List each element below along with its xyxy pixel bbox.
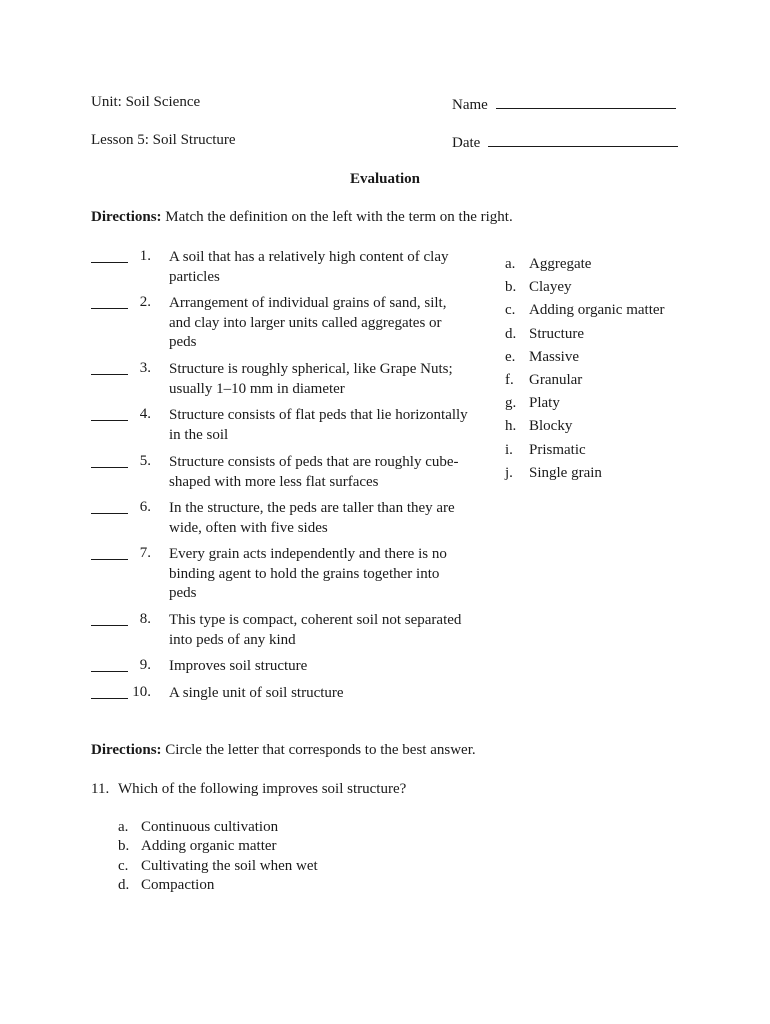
question-11-text: Which of the following improves soil structure? [118,781,407,797]
term-label: Single grain [529,464,602,481]
answer-blank[interactable] [91,294,128,309]
answer-blank[interactable] [91,499,128,514]
question-text: Structure is roughly spherical, like Grape Nuts; usually 1–10 mm in diameter [169,361,453,397]
term-letter: i. [505,441,513,458]
term-letter: b. [505,279,517,296]
question-number: 7. [139,545,151,561]
question-number: 3. [139,360,151,376]
term-label: Granular [529,372,583,388]
answer-blank[interactable] [91,611,128,626]
option-label: Adding organic matter [141,838,277,855]
term-label: Adding organic matter [529,302,665,319]
term-letter: f. [505,372,514,388]
question-11-number: 11. [91,781,110,797]
date-label: Date [452,135,481,151]
directions-label: Directions: [91,209,162,225]
question-number: 2. [139,294,151,310]
term-letter: a. [505,256,516,272]
question-number: 6. [139,499,151,515]
question-text: Arrangement of individual grains of sand, silt, and clay into larger units called aggregates or peds [169,295,447,350]
date-blank[interactable] [488,132,678,147]
directions-multiple-choice [91,742,476,759]
question-text: Structure consists of peds that are roughly cube-shaped with more less flat surfaces [169,454,459,490]
question-text: A single unit of soil structure [169,685,344,701]
answer-blank[interactable] [91,360,128,375]
term-letter: c. [505,302,516,319]
term-letter: j. [505,464,513,481]
term-label: Blocky [529,418,573,435]
question-text: A soil that has a relatively high content of clay particles [169,249,449,285]
directions-text: Match the definition on the left with the term on the right. [161,209,513,225]
question-number: 1. [139,248,151,264]
directions-text: Circle the letter that corresponds to the best answer. [161,742,476,758]
term-label: Clayey [529,279,572,296]
question-number: 5. [139,453,151,469]
name-blank[interactable] [496,94,676,109]
answer-blank[interactable] [91,657,128,672]
answer-blank[interactable] [91,406,128,421]
term-letter: d. [505,325,517,342]
question-text: In the structure, the peds are taller than they are wide, often with five sides [169,500,455,536]
term-letter: g. [505,395,517,412]
term-label: Structure [529,325,584,342]
name-field[interactable] [452,94,676,114]
term-label: Massive [529,348,579,365]
option-letter[interactable]: b. [118,838,130,855]
date-field[interactable] [452,132,678,152]
option-label: Continuous cultivation [141,819,279,835]
directions-label: Directions: [91,742,162,758]
lesson-label: Lesson 5: Soil Structure [91,132,236,148]
unit-label: Unit: Soil Science [91,94,201,110]
option-label: Compaction [141,876,215,893]
question-text: Structure consists of flat peds that lie horizontally in the soil [169,407,468,443]
directions-matching [91,209,513,226]
option-letter[interactable]: a. [118,819,129,835]
option-letter[interactable]: c. [118,857,129,874]
term-label: Aggregate [529,256,592,272]
term-letter: h. [505,418,517,435]
answer-blank[interactable] [91,545,128,560]
question-number: 8. [139,611,151,627]
answer-blank[interactable] [91,684,128,699]
term-label: Prismatic [529,441,586,458]
option-letter[interactable]: d. [118,876,130,893]
option-label: Cultivating the soil when wet [141,857,318,874]
name-label: Name [452,97,488,113]
question-text: Improves soil structure [169,658,308,674]
question-number: 9. [139,657,151,673]
answer-blank[interactable] [91,453,128,468]
term-letter: e. [505,348,516,365]
question-number: 4. [139,406,151,422]
question-number: 10. [132,684,151,700]
term-label: Platy [529,395,560,412]
question-text: This type is compact, coherent soil not separated into peds of any kind [169,612,462,648]
answer-blank[interactable] [91,248,128,263]
question-text: Every grain acts independently and there is no binding agent to hold the grains together into peds [169,546,447,601]
page-title: Evaluation [349,171,421,187]
